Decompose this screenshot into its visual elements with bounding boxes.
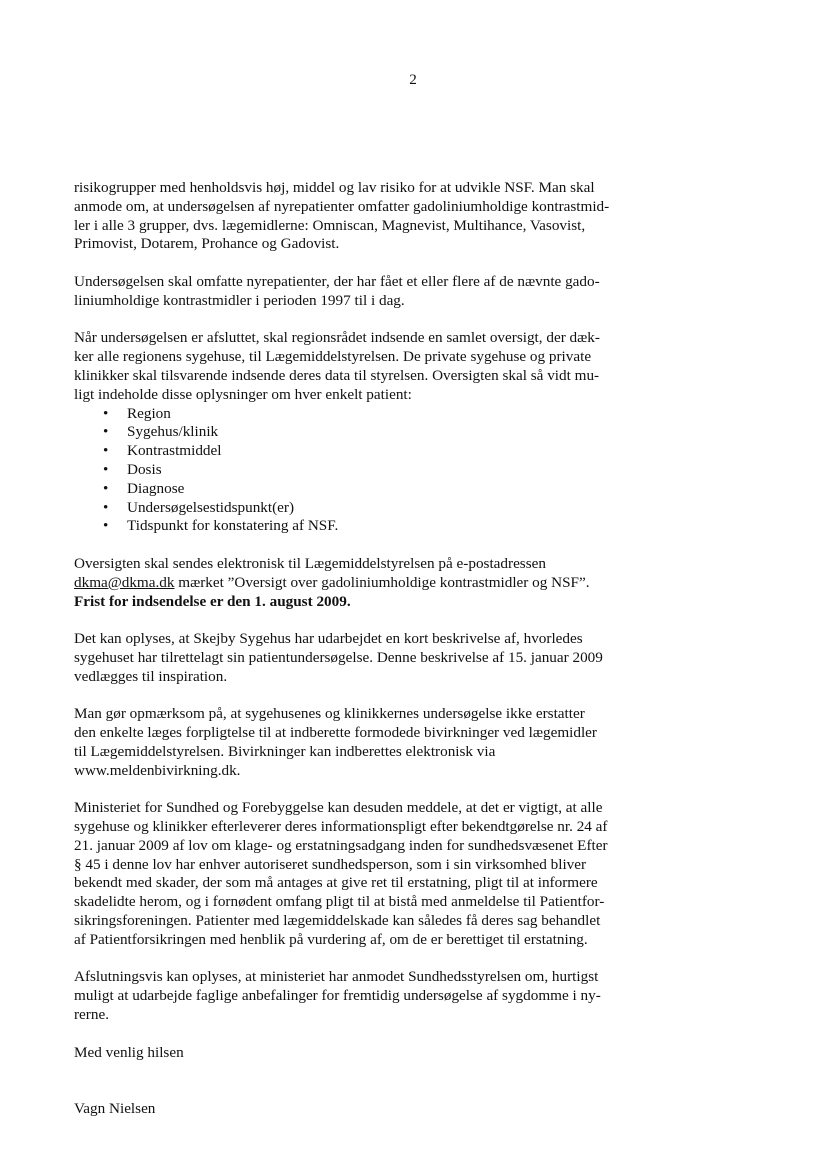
letter-body [74,179,614,1138]
text-line: til Lægemiddelstyrelsen. Bivirkninger kan indberettes elektronisk via [74,742,496,760]
patient-info-list [74,405,614,537]
list-item [74,461,614,480]
text-line: sygehuse og klinikker efterleverer deres informationspligt efter bekendtgørelse nr. 24 af [74,818,608,836]
text-line: ler i alle 3 grupper, dvs. lægemidlerne: Omniscan, Magnevist, Multihance, Vasovist, [74,216,586,234]
text-line: Afslutningsvis kan oplyses, at ministeriet har anmodet Sundhedsstyrelsen om, hurtigst [74,968,599,986]
text-line: Når undersøgelsen er afsluttet, skal regionsrådet indsende en samlet oversigt, der dæk- [74,329,600,347]
list-item [74,405,614,424]
text-line: Oversigten skal sendes elektronisk til Lægemiddelstyrelsen på e-postadressen [74,554,546,572]
text-fragment: mærket ”Oversigt over gadoliniumholdige kontrastmidler og NSF”. [174,573,590,591]
text-line: § 45 i denne lov har enhver autoriseret sundhedsperson, som i sin virksomhed bliver [74,855,587,873]
text-line: bekendt med skader, der som må antages at give ret til erstatning, pligt til at informere [74,874,598,892]
list-item-label: Dosis [127,460,162,478]
paragraph-skejby [74,630,614,686]
bullet-icon: • [103,404,109,422]
list-item-label: Kontrastmiddel [127,442,222,460]
list-item [74,499,614,518]
list-item-label: Tidspunkt for konstatering af NSF. [127,517,339,535]
deadline-text: Frist for indsendelse er den 1. august 2009. [74,592,351,610]
paragraph-submission [74,555,614,611]
bullet-icon: • [103,423,109,441]
list-item-label: Undersøgelsestidspunkt(er) [127,498,295,516]
paragraph-scope [74,273,614,311]
list-item [74,480,614,499]
list-item [74,442,614,461]
list-item [74,517,614,536]
text-line: ligt indeholde disse oplysninger om hver enkelt patient: [74,385,412,403]
text-line: sygehuset har tilrettelagt sin patientundersøgelse. Denne beskrivelse af 15. januar 2009 [74,648,603,666]
bullet-icon: • [103,442,109,460]
text-line: liniumholdige kontrastmidler i perioden 1997 til i dag. [74,291,405,309]
list-item [74,423,614,442]
paragraph-adverse-reactions [74,705,614,780]
list-item-label: Region [127,404,171,422]
bullet-icon: • [103,498,109,516]
text-line: 21. januar 2009 af lov om klage- og erstatningsadgang inden for sundhedsvæsenet Efter [74,836,608,854]
text-line: ker alle regionens sygehuse, til Lægemiddelstyrelsen. De private sygehuse og private [74,348,592,366]
text-line: sikringsforeningen. Patienter med lægemiddelskade kan således få deres sag behandlet [74,912,601,930]
paragraph-risk-groups [74,179,614,254]
bullet-icon: • [103,517,109,535]
text-line: klinikker skal tilsvarende indsende deres data til styrelsen. Oversigten skal så vidt mu- [74,366,600,384]
text-line: af Patientforsikringen med henblik på vurdering af, om de er berettiget til erstatning. [74,930,588,948]
text-line: muligt at udarbejde faglige anbefalinger for fremtidig undersøgelse af sygdomme i ny- [74,987,601,1005]
text-line: vedlægges til inspiration. [74,667,228,685]
text-line: Man gør opmærksom på, at sygehusenes og klinikkernes undersøgelse ikke erstatter [74,705,585,723]
text-line: rerne. [74,1006,109,1024]
text-line: risikogrupper med henholdsvis høj, middel og lav risiko for at udvikle NSF. Man skal [74,179,595,196]
email-link[interactable]: dkma@dkma.dk [74,573,175,591]
paragraph-conclusion [74,968,614,1024]
signature-name: Vagn Nielsen [74,1100,156,1118]
text-line: www.meldenbivirkning.dk. [74,761,241,779]
text-line: skadelidte herom, og i fornødent omfang pligt til at bistå med anmeldelse til Patientfor- [74,893,605,911]
text-line [74,574,614,593]
page-number: 2 [409,71,417,88]
text-line: Ministeriet for Sundhed og Forebyggelse kan desuden meddele, at det er vigtigt, at alle [74,799,603,817]
text-line: den enkelte læges forpligtelse til at indberette formodede bivirkninger ved lægemidler [74,724,597,742]
list-item-label: Diagnose [127,479,185,497]
text-line: Undersøgelsen skal omfatte nyrepatienter, der har fået et eller flere af de nævnte gado- [74,272,600,290]
text-line: Det kan oplyses, at Skejby Sygehus har udarbejdet en kort beskrivelse af, hvorledes [74,630,583,648]
bullet-icon: • [103,479,109,497]
paragraph-overview [74,329,614,404]
list-item-label: Sygehus/klinik [127,423,219,441]
text-line: anmode om, at undersøgelsen af nyrepatienter omfatter gadoliniumholdige kontrastmid- [74,197,610,215]
closing-greeting: Med venlig hilsen [74,1043,184,1061]
text-line: Primovist, Dotarem, Prohance og Gadovist. [74,235,340,253]
paragraph-ministry [74,799,614,949]
bullet-icon: • [103,460,109,478]
